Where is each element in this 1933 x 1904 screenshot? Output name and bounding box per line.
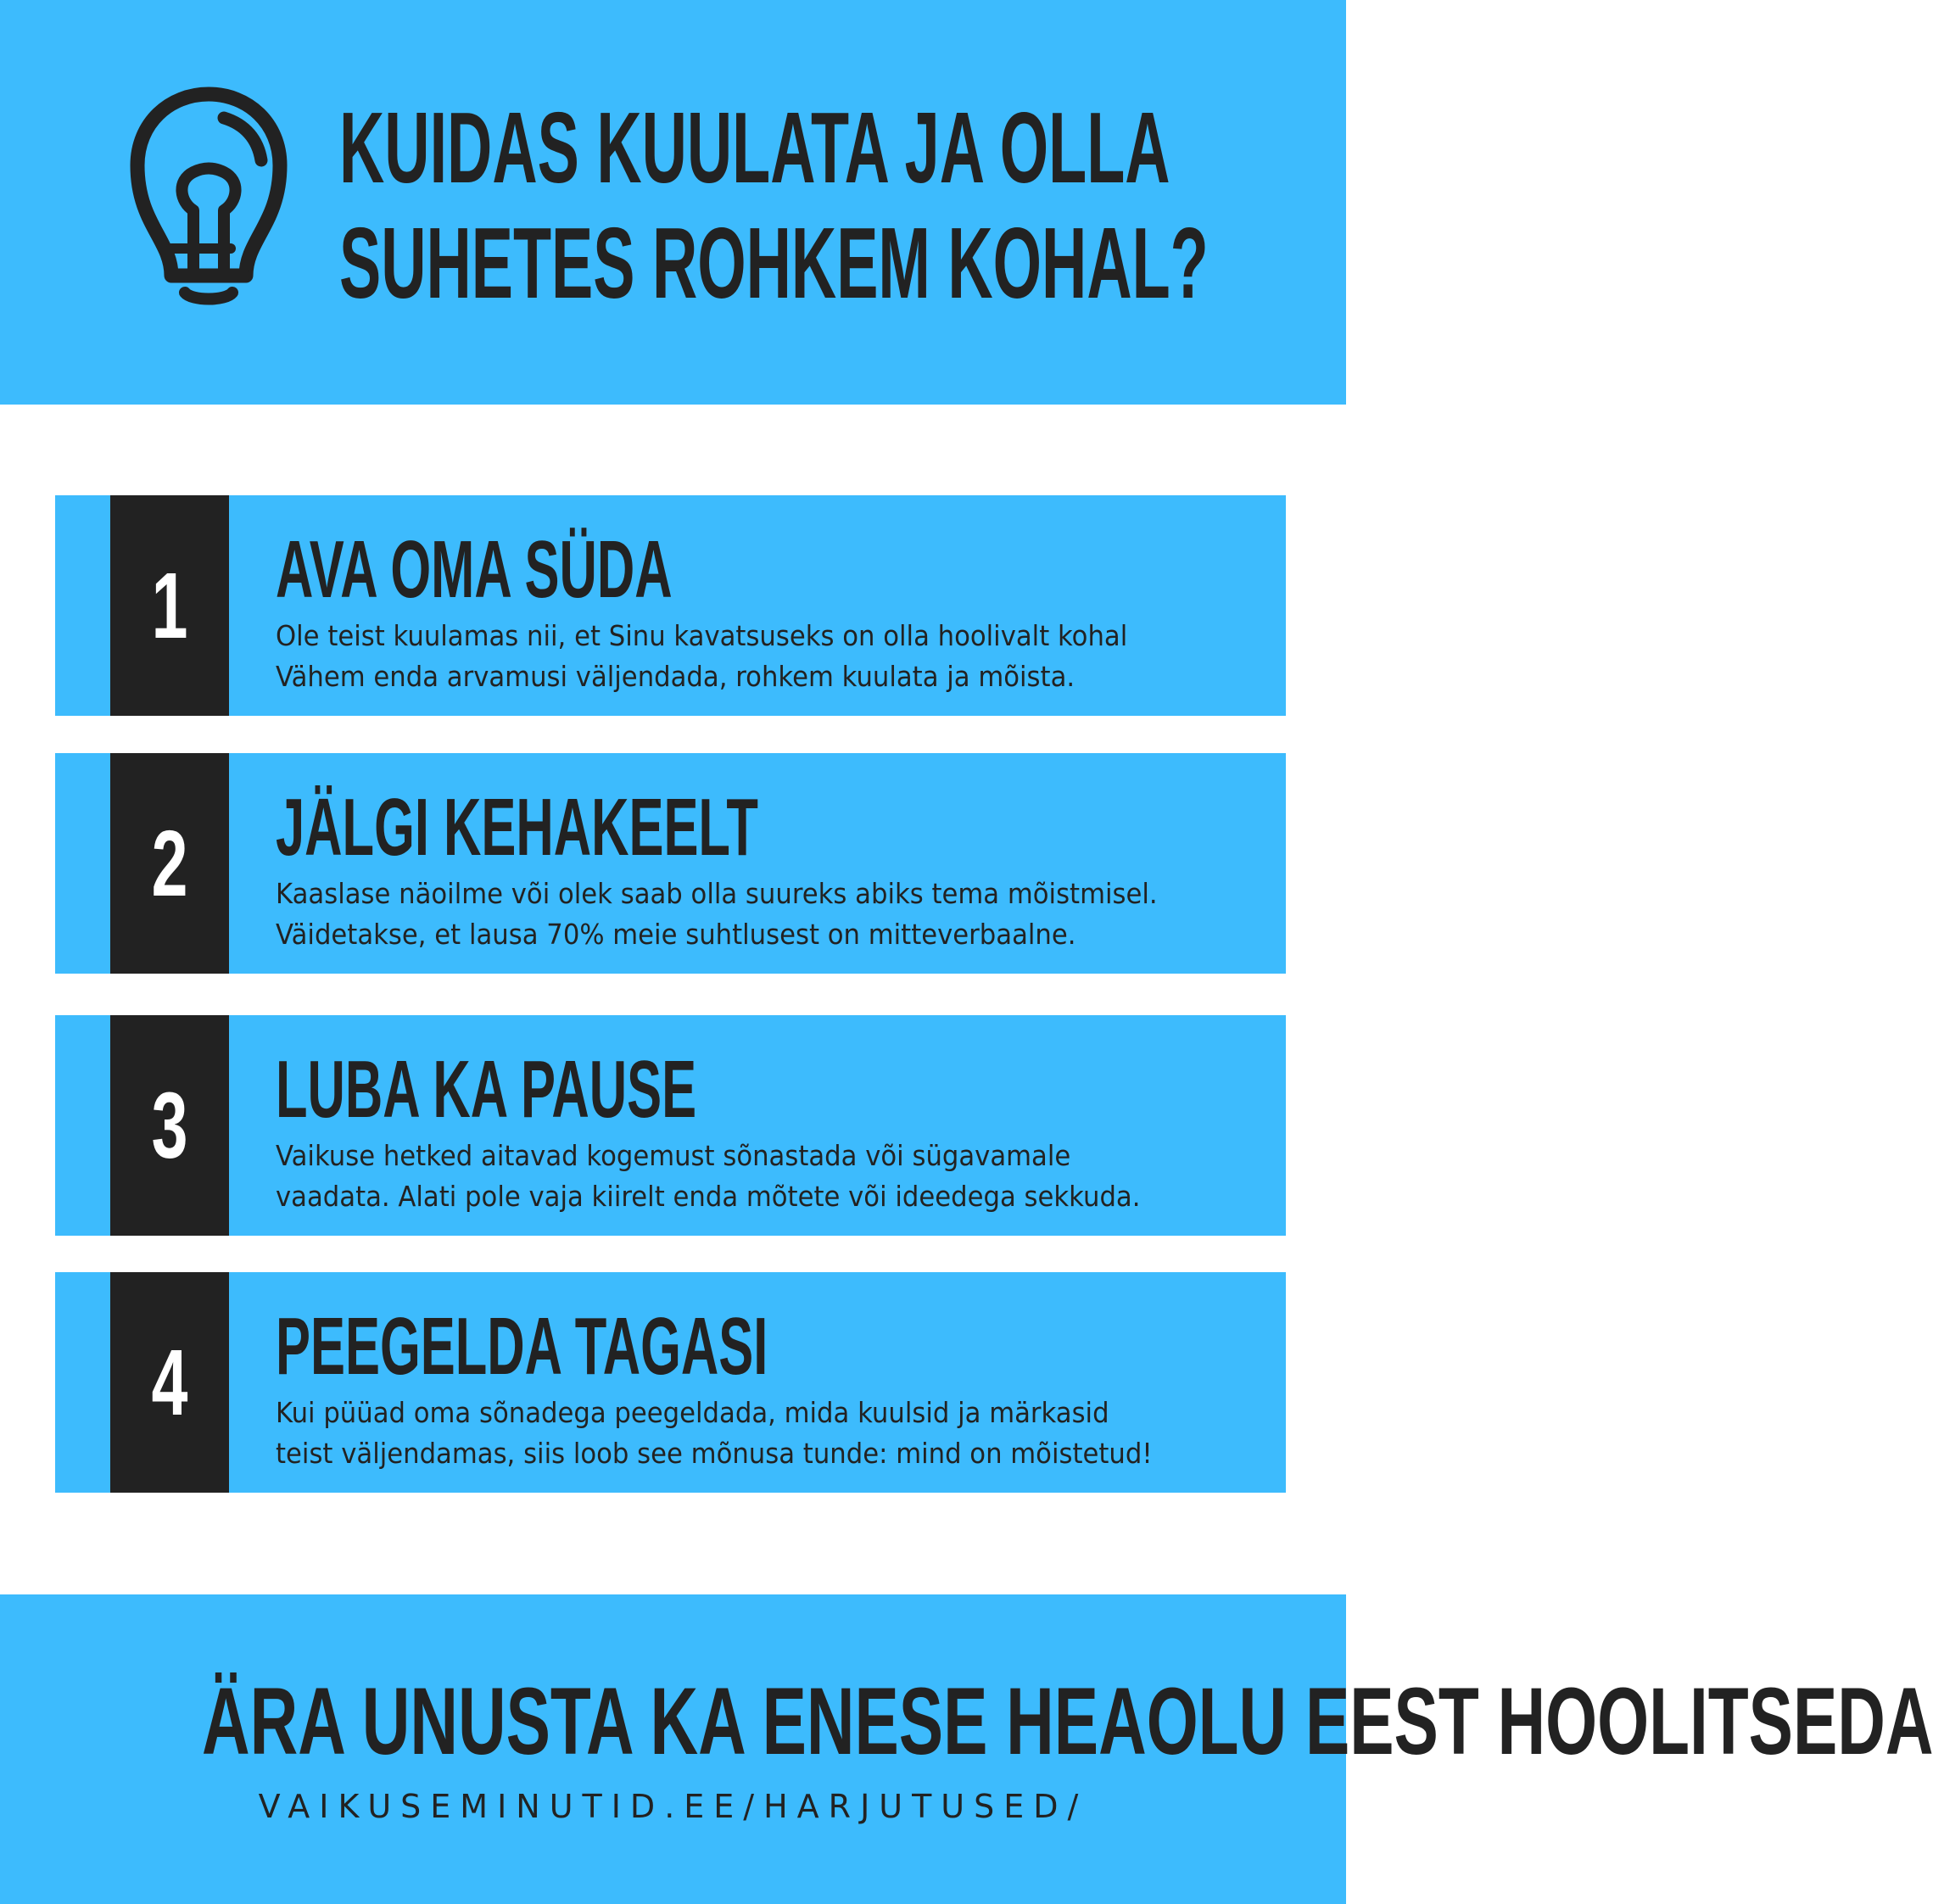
tip-description (276, 616, 1127, 697)
tip-card-3 (55, 1015, 1286, 1236)
tip-number-box (110, 1272, 229, 1493)
tip-description (276, 1136, 1141, 1217)
header-banner (0, 0, 1346, 405)
page-title-line-1: KUIDAS KUULATA JA OLLA (339, 92, 1170, 204)
tip-description (276, 874, 1158, 955)
tip-title: LUBA KA PAUSE (276, 1044, 697, 1135)
footer-title: ÄRA UNUSTA KA ENESE HEAOLU EEST HOOLITSEDA (202, 1668, 1933, 1774)
tip-description-line: Kaaslase näoilme või olek saab olla suureks abiks tema mõistmisel. (276, 877, 1158, 910)
tip-description-line: Väidetakse, et lausa 70% meie suhtlusest on mitteverbaalne. (276, 918, 1076, 951)
page-title-line-2: SUHETES ROHKEM KOHAL? (339, 207, 1209, 320)
tip-number: 4 (151, 1330, 188, 1435)
tip-card-1 (55, 495, 1286, 716)
tip-description (276, 1393, 1153, 1474)
tip-description-line: Vaikuse hetked aitavad kogemust sõnastada või sügavamale (276, 1139, 1071, 1172)
tip-number: 1 (151, 553, 188, 658)
tip-title: AVA OMA SÜDA (276, 524, 673, 615)
tip-description-line: Vähem enda arvamusi väljendada, rohkem kuulata ja mõista. (276, 660, 1075, 693)
tip-number: 3 (151, 1073, 188, 1178)
tip-description-line: Ole teist kuulamas nii, et Sinu kavatsuseks on olla hoolivalt kohal (276, 619, 1128, 652)
tip-description-line: teist väljendamas, siis loob see mõnusa tunde: mind on mõistetud! (276, 1437, 1153, 1470)
footer-banner (0, 1594, 1933, 1904)
tip-title: JÄLGI KEHAKEELT (276, 782, 758, 873)
tip-number-box (110, 1015, 229, 1236)
tip-number-box (110, 753, 229, 974)
lightbulb-icon (129, 87, 288, 310)
tip-description-line: Kui püüad oma sõnadega peegeldada, mida kuulsid ja märkasid (276, 1396, 1109, 1429)
tip-number: 2 (151, 811, 188, 916)
tip-card-4 (55, 1272, 1286, 1493)
tip-description-line: vaadata. Alati pole vaja kiirelt enda mõtete või ideedega sekkuda. (276, 1180, 1141, 1213)
tip-number-box (110, 495, 229, 716)
page-title (339, 91, 1209, 321)
footer-url[interactable]: VAIKUSEMINUTID.EE/HARJUTUSED/ (258, 1788, 1088, 1825)
tip-title: PEEGELDA TAGASI (276, 1301, 768, 1392)
tip-card-2 (55, 753, 1286, 974)
